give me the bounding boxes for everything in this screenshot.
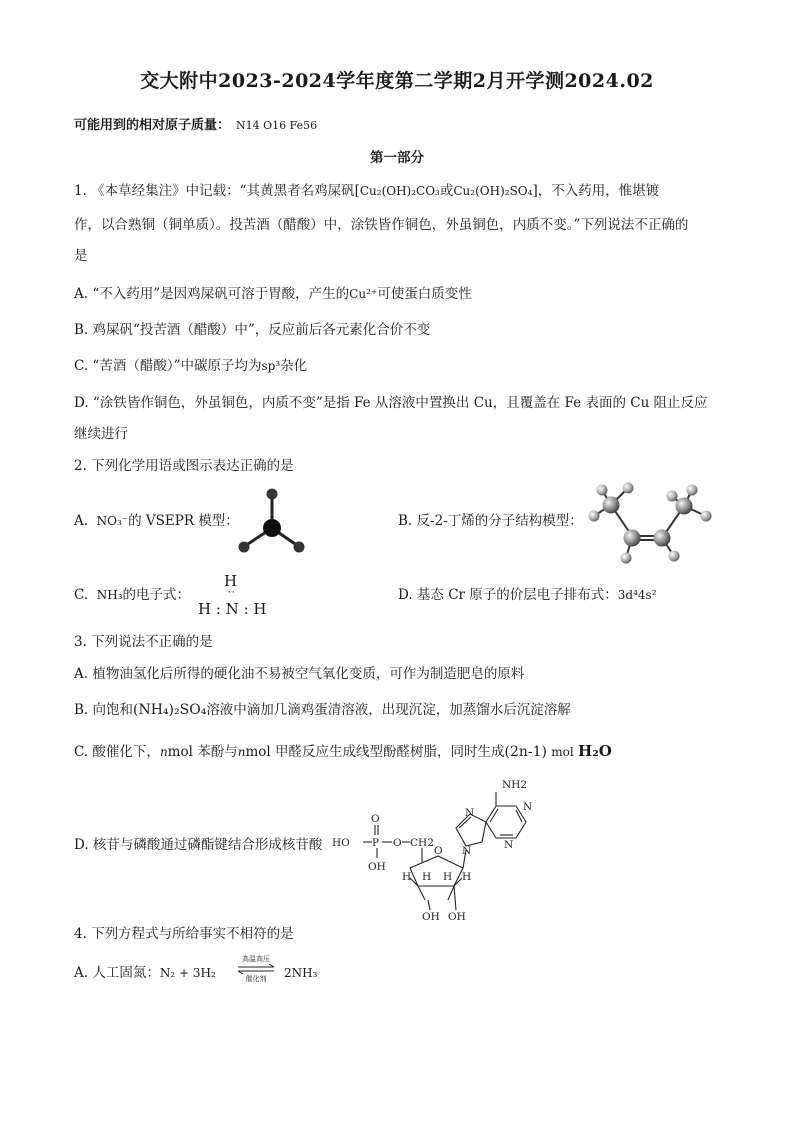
n7-label: N — [465, 807, 475, 819]
n3-label: N — [504, 839, 514, 851]
central-atom — [263, 519, 281, 537]
q2-c-label: C. — [74, 587, 89, 603]
q3-option-c — [74, 740, 612, 763]
q4-eq-right-wrap — [284, 962, 317, 984]
ligand-atom — [294, 542, 305, 553]
q3-c-n1: n — [159, 745, 168, 759]
vsepr-model-image — [228, 482, 318, 562]
ring-o-label: O — [434, 845, 443, 857]
q4-eq-left: N₂ + 3H₂ — [159, 966, 216, 980]
hydrogen-atom — [589, 511, 600, 522]
q2-a-text: 的 VSEPR 模型： — [128, 513, 239, 529]
q2-c-text: 的电子式： — [122, 587, 191, 603]
q1-a-text: A. “不入药用”是因鸡屎矾可溶于胃酸，产生的 — [74, 286, 350, 302]
oh1-label: OH — [422, 911, 440, 920]
q3-stem: 3. 下列说法不正确的是 — [74, 634, 213, 650]
carbon-atom — [624, 530, 641, 547]
lone-pair-dots: ·· — [228, 588, 236, 598]
q1-line2: 作，以合熟铜（铜单质）。投苦酒（醋酸）中，涂铁皆作铜色，外虽铜色，内质不变。”下列说法不正确的 — [74, 217, 689, 233]
carbon-atom — [654, 530, 671, 547]
condition-top: 高温高压 — [242, 955, 270, 963]
q3-c-water: H₂O — [578, 742, 612, 760]
nucleotide-structure-image — [330, 770, 570, 920]
q1-line1 — [74, 180, 659, 202]
q1-or: 或 — [439, 183, 454, 199]
oh-p-label: OH — [368, 861, 386, 873]
o-link-label: O — [393, 837, 402, 849]
q1-option-a — [74, 283, 472, 305]
q1-text-b: ]，不入药用，惟堪镀 — [532, 183, 660, 199]
q3-c-n2: n — [237, 745, 246, 759]
atomic-mass-line — [74, 114, 317, 133]
reversible-arrow — [232, 955, 280, 985]
h2-label: H — [422, 871, 432, 883]
condition-bottom: 催化剂 — [245, 975, 267, 983]
q1-c-hybrid: sp³ — [261, 359, 281, 373]
q4-option-a — [74, 962, 216, 984]
q3-b-formula: (NH₄)₂SO₄ — [133, 702, 207, 718]
p-label: P — [372, 837, 380, 849]
nh2-label: NH2 — [502, 779, 528, 791]
q3-c-text: C. 酸催化下， — [74, 744, 160, 760]
q3-option-b — [74, 699, 571, 721]
hydrogen-atom — [701, 511, 712, 522]
carbon-atom — [676, 498, 693, 515]
q2-a-formula: NO₃⁻ — [96, 514, 129, 528]
h1-label: H — [402, 871, 412, 883]
atomic-mass-label: 可能用到的相对原子质量： — [74, 118, 231, 133]
n1-label: N — [523, 801, 533, 813]
q3-c-mid1: mol 苯酚与 — [167, 744, 238, 760]
q1-option-b: B. 鸡屎矾“投苦酒（醋酸）中”，反应前后各元素化合价不变 — [74, 322, 431, 338]
hydrogen-atom — [623, 483, 634, 494]
q2-stem: 2. 下列化学用语或图示表达正确的是 — [74, 458, 294, 474]
q1-a-ion: Cu²⁺ — [349, 287, 378, 301]
dot-structure-h-top: H — [224, 572, 238, 590]
q1-text-a: 1. 《本草经集注》中记载：“其黄黑者名鸡屎矾[ — [74, 183, 360, 199]
carbon-atom — [603, 497, 620, 514]
q1-formula1: Cu₂(OH)₂CO₃ — [359, 184, 440, 198]
h3-label: H — [443, 871, 453, 883]
q1-option-c — [74, 355, 307, 377]
page-title: 交大附中2023-2024学年度第二学期2月开学测2024.02 — [140, 70, 654, 92]
atomic-mass-values: N14 O16 Fe56 — [236, 119, 318, 132]
section-heading: 第一部分 — [370, 150, 424, 166]
hydrogen-atom — [669, 551, 680, 562]
q1-line3: 是 — [74, 248, 88, 264]
ch2-label: CH2 — [410, 837, 434, 849]
hydrogen-atom — [667, 491, 678, 502]
q4-a-text: A. 人工固氮： — [74, 965, 160, 981]
hydrogen-atom — [621, 553, 632, 564]
hydrogen-atom — [687, 485, 698, 496]
q1-option-d-line2: 继续进行 — [74, 426, 128, 442]
q3-c-amount: (2n-1) — [504, 744, 547, 760]
q2-option-b: B. 反-2-丁烯的分子结构模型： — [398, 513, 583, 529]
butene-model-image — [584, 478, 714, 568]
q4-stem: 4. 下列方程式与所给事实不相符的是 — [74, 926, 294, 942]
q2-d-config: 3d⁴4s² — [617, 588, 657, 602]
hydrogen-atom — [597, 485, 608, 496]
q3-c-mid2: mol 甲醛反应生成线型酚醛树脂，同时生成 — [245, 744, 505, 760]
q4-eq-right: 2NH₃ — [284, 966, 318, 980]
ligand-atom — [239, 542, 250, 553]
q2-d-text: D. 基态 Cr 原子的价层电子排布式： — [398, 587, 618, 603]
n9-label: N — [462, 845, 472, 857]
o-top-label: O — [371, 813, 380, 825]
q1-option-d-line1: D. “涂铁皆作铜色，外虽铜色，内质不变”是指 Fe 从溶液中置换出 Cu，且覆盖在 Fe 表面的 Cu 阻止反应 — [74, 395, 708, 411]
q1-c-text: C. “苦酒（醋酸）”中碳原子均为 — [74, 358, 262, 374]
q2-a-label: A. — [74, 513, 89, 529]
q3-b-text: B. 向饱和 — [74, 702, 134, 718]
q2-c-formula: NH₃ — [96, 588, 123, 602]
q3-option-d: D. 核苷与磷酸通过磷酯键结合形成核苷酸 — [74, 837, 323, 853]
q2-option-c — [74, 584, 190, 606]
dot-structure-row: H : N : H — [198, 600, 267, 618]
q1-formula2: Cu₂(OH)₂SO₄ — [453, 184, 533, 198]
equilibrium-arrow-icon — [236, 964, 276, 974]
q2-option-a — [74, 510, 239, 532]
q1-c-text-post: 杂化 — [280, 358, 308, 374]
ho-label: HO — [332, 837, 350, 849]
q3-c-mol: mol — [551, 745, 574, 759]
q3-option-a: A. 植物油氢化后所得的硬化油不易被空气氧化变质，可作为制造肥皂的原料 — [74, 666, 525, 682]
q2-option-d — [398, 584, 657, 606]
h4-label: H — [462, 871, 472, 883]
ligand-atom — [267, 489, 278, 500]
oh2-label: OH — [448, 911, 466, 920]
q1-a-text-post: 可使蛋白质变性 — [377, 286, 472, 302]
q3-b-text-post: 溶液中滴加几滴鸡蛋清溶液，出现沉淀，加蒸馏水后沉淀溶解 — [206, 702, 571, 718]
